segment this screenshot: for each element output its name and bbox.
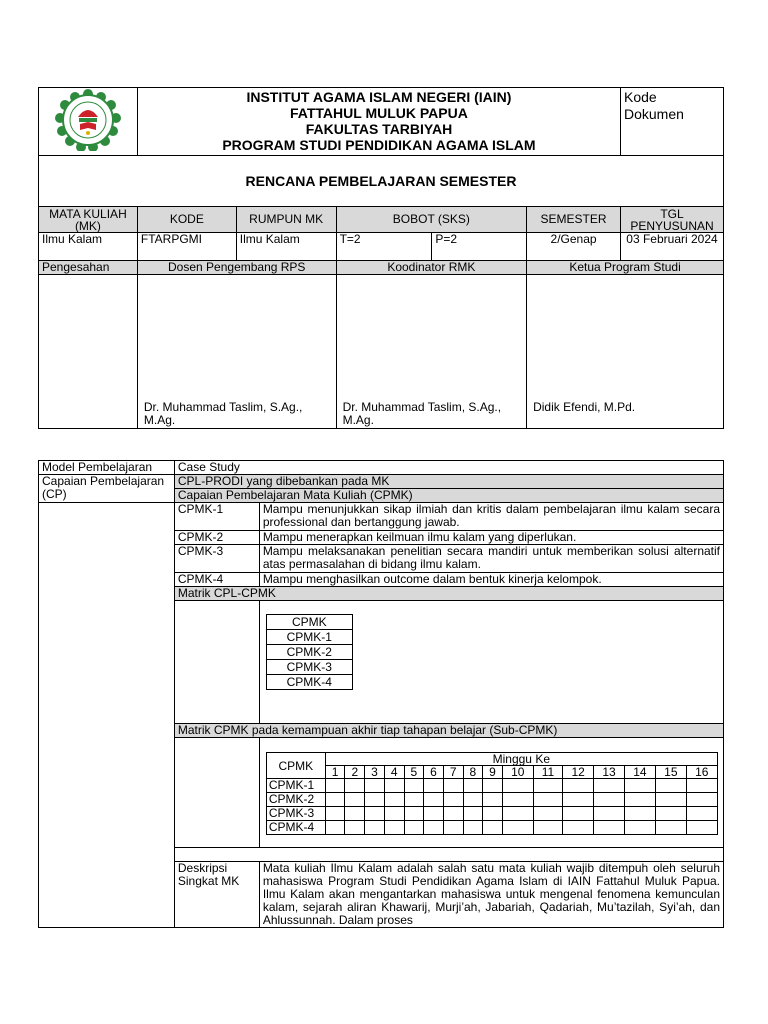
matrix-sub-cell <box>686 821 717 835</box>
matrix-sub-label: Matrik CPMK pada kemampuan akhir tiap tahapan belajar (Sub-CPMK) <box>174 724 723 738</box>
matrix-sub-cell <box>345 779 365 793</box>
coordinator-signature <box>336 275 527 429</box>
matrix-sub-cell <box>463 821 483 835</box>
matrix-sub-cell <box>686 807 717 821</box>
matrix-cpl-left <box>174 601 259 724</box>
matrix-sub-header: CPMK <box>266 753 325 779</box>
approval-empty <box>39 275 138 429</box>
week-number: 10 <box>502 766 533 779</box>
matrix-sub-cell <box>404 779 424 793</box>
model-label: Model Pembelajaran <box>39 461 175 475</box>
bottom-spacer <box>174 848 723 862</box>
developer-name: Dr. Muhammad Taslim, S.Ag., M.Ag. <box>143 400 303 427</box>
matrix-sub-cell <box>345 807 365 821</box>
course-date: 03 Februari 2024 <box>621 233 724 261</box>
institute-name: INSTITUT AGAMA ISLAM NEGERI (IAIN) <box>246 89 512 105</box>
matrix-sub-cell <box>404 807 424 821</box>
developer-label: Dosen Pengembang RPS <box>137 261 336 275</box>
matrix-sub-cell <box>384 807 404 821</box>
matrix-sub-cell <box>443 793 463 807</box>
matrix-sub-cell <box>463 779 483 793</box>
matrix-sub-row-label: CPMK-3 <box>266 807 325 821</box>
coordinator-name: Dr. Muhammad Taslim, S.Ag., M.Ag. <box>342 400 502 427</box>
matrix-sub-cell <box>424 807 444 821</box>
head-signature <box>527 275 724 429</box>
matrix-sub-cell <box>624 807 655 821</box>
cp-label: Capaian Pembelajaran (CP) <box>39 475 175 503</box>
header-tgl: TGL PENYUSUNAN <box>621 207 724 233</box>
course-p: P=2 <box>432 233 527 261</box>
week-number: 7 <box>443 766 463 779</box>
matrix-sub-cell <box>404 793 424 807</box>
cpmk-code: CPMK-1 <box>174 503 259 531</box>
cpmk-code: CPMK-2 <box>174 531 259 545</box>
week-number: 9 <box>483 766 503 779</box>
matrix-sub-cell <box>624 779 655 793</box>
week-number: 6 <box>424 766 444 779</box>
matrix-sub-cell <box>424 793 444 807</box>
doc-code-cell <box>621 88 724 156</box>
matrix-sub-cell <box>624 821 655 835</box>
matrix-sub-area <box>259 738 723 848</box>
matrix-cpl-row: CPMK-3 <box>266 660 352 675</box>
matrix-sub-cell <box>463 807 483 821</box>
matrix-sub-cell <box>686 793 717 807</box>
matrix-cpl-row: CPMK-4 <box>266 675 352 690</box>
learning-table <box>38 460 724 928</box>
matrix-sub-cell <box>463 793 483 807</box>
week-number: 4 <box>384 766 404 779</box>
week-number: 15 <box>655 766 686 779</box>
matrix-sub-cell <box>502 807 533 821</box>
matrix-sub-cell <box>404 821 424 835</box>
week-number: 12 <box>563 766 594 779</box>
matrix-sub-cell <box>483 807 503 821</box>
matrix-cpl-header: CPMK <box>266 615 352 630</box>
matrix-sub-cell <box>624 793 655 807</box>
matrix-sub-cell <box>686 779 717 793</box>
matrix-sub-cell <box>325 793 345 807</box>
university-seal-icon <box>52 89 124 151</box>
matrix-sub-cell <box>424 779 444 793</box>
head-label: Ketua Program Studi <box>527 261 724 275</box>
matrix-sub-cell <box>655 779 686 793</box>
matrix-sub-cell <box>365 807 385 821</box>
week-number: 5 <box>404 766 424 779</box>
coordinator-label: Koodinator RMK <box>336 261 527 275</box>
course-name: Ilmu Kalam <box>39 233 138 261</box>
matrix-sub-cell <box>365 793 385 807</box>
header-bobot: BOBOT (SKS) <box>336 207 527 233</box>
developer-signature <box>137 275 336 429</box>
matrix-sub-cell <box>563 793 594 807</box>
header-kode: KODE <box>137 207 236 233</box>
cpmk-code: CPMK-3 <box>174 545 259 573</box>
matrix-sub-cell <box>325 821 345 835</box>
matrix-sub-cell <box>502 779 533 793</box>
header-semester: SEMESTER <box>527 207 621 233</box>
head-name: Didik Efendi, M.Pd. <box>533 400 636 414</box>
matrix-sub-cell <box>594 793 625 807</box>
matrix-sub-cell <box>325 807 345 821</box>
matrix-sub-row-label: CPMK-4 <box>266 821 325 835</box>
matrix-sub-cell <box>443 807 463 821</box>
matrix-sub-cell <box>594 821 625 835</box>
matrix-sub-cell <box>502 793 533 807</box>
matrix-sub-cell <box>655 821 686 835</box>
minggu-label: Minggu Ke <box>325 753 717 766</box>
matrix-sub-cell <box>502 821 533 835</box>
matrix-sub-cell <box>345 793 365 807</box>
matrix-sub-cell <box>594 779 625 793</box>
matrix-sub-cell <box>384 793 404 807</box>
week-number: 8 <box>463 766 483 779</box>
cp-left-empty <box>39 503 175 928</box>
matrix-sub-cell <box>533 807 562 821</box>
course-code: FTARPGMI <box>137 233 236 261</box>
matrix-cpl-area <box>259 601 723 724</box>
approval-label: Pengesahan <box>39 261 138 275</box>
week-number: 3 <box>365 766 385 779</box>
matrix-sub-cell <box>533 821 562 835</box>
matrix-sub-row-label: CPMK-2 <box>266 793 325 807</box>
matrix-sub-cell <box>533 793 562 807</box>
desc-text: Mata kuliah Ilmu Kalam adalah salah satu mata kuliah wajib ditempuh oleh seluruh mahasiswa Program Studi Pendidikan Agama Islam di IAIN Fattahul Muluk Papua. Ilmu Kalam akan mengantarkan mahasiswa untuk mengenal fenomena kemunculan kalam, sejarah aliran Khawarij, Murji’ah, Jabariah, Qadariah, Mu’tazilah, Syi’ah, dan Ahlussunnah. Dalam proses <box>259 862 723 928</box>
header-mata-kuliah: MATA KULIAH (MK) <box>39 207 138 233</box>
matrix-cpl-row: CPMK-2 <box>266 645 352 660</box>
matrix-sub-cell <box>365 779 385 793</box>
cpmk-code: CPMK-4 <box>174 573 259 587</box>
matrix-sub-cell <box>483 779 503 793</box>
matrix-sub-cell <box>655 793 686 807</box>
matrix-sub-cell <box>483 821 503 835</box>
matrix-sub-cell <box>325 779 345 793</box>
week-number: 1 <box>325 766 345 779</box>
doc-title: RENCANA PEMBELAJARAN SEMESTER <box>39 156 724 207</box>
matrix-sub-cell <box>443 821 463 835</box>
logo-cell <box>39 88 138 156</box>
cpmk-text: Mampu menghasilkan outcome dalam bentuk kinerja kelompok. <box>259 573 723 587</box>
matrix-sub-cell <box>655 807 686 821</box>
matrix-cpl-row: CPMK-1 <box>266 630 352 645</box>
course-cluster: Ilmu Kalam <box>236 233 336 261</box>
desc-label: Deskripsi Singkat MK <box>174 862 259 928</box>
cpl-prodi: CPL-PRODI yang dibebankan pada MK <box>174 475 723 489</box>
matrix-sub-cell <box>563 807 594 821</box>
matrix-sub-cell <box>563 779 594 793</box>
rps-header-table <box>38 87 724 429</box>
matrix-sub-cell <box>345 821 365 835</box>
week-number: 14 <box>624 766 655 779</box>
matrix-sub-cell <box>563 821 594 835</box>
header-rumpun: RUMPUN MK <box>236 207 336 233</box>
matrix-sub-cell <box>424 821 444 835</box>
week-number: 11 <box>533 766 562 779</box>
matrix-sub-table <box>266 752 718 835</box>
matrix-sub-cell <box>384 821 404 835</box>
matrix-sub-cell <box>594 807 625 821</box>
matrix-sub-left <box>174 738 259 848</box>
faculty-name: FAKULTAS TARBIYAH <box>305 121 453 137</box>
cpmk-text: Mampu menerapkan keilmuan ilmu kalam yang diperlukan. <box>259 531 723 545</box>
matrix-sub-cell <box>365 821 385 835</box>
university-name: FATTAHUL MULUK PAPUA <box>290 105 468 121</box>
doc-code-label: Kode Dokumen <box>624 89 684 122</box>
institution-cell <box>137 88 620 156</box>
program-name: PROGRAM STUDI PENDIDIKAN AGAMA ISLAM <box>222 137 536 153</box>
matrix-sub-cell <box>533 779 562 793</box>
matrix-sub-cell <box>443 779 463 793</box>
week-number: 13 <box>594 766 625 779</box>
matrix-sub-cell <box>384 779 404 793</box>
model-value: Case Study <box>174 461 723 475</box>
matrix-cpl-table <box>266 614 353 690</box>
course-semester: 2/Genap <box>527 233 621 261</box>
cpmk-header: Capaian Pembelajaran Mata Kuliah (CPMK) <box>174 489 723 503</box>
course-t: T=2 <box>336 233 432 261</box>
matrix-sub-cell <box>483 793 503 807</box>
matrix-cpl-label: Matrik CPL-CPMK <box>174 587 723 601</box>
week-number: 16 <box>686 766 717 779</box>
week-number: 2 <box>345 766 365 779</box>
cpmk-text: Mampu menunjukkan sikap ilmiah dan kritis dalam pembelajaran ilmu kalam secara professional dan bertanggung jawab. <box>259 503 723 531</box>
matrix-sub-row-label: CPMK-1 <box>266 779 325 793</box>
cpmk-text: Mampu melaksanakan penelitian secara mandiri untuk memberikan solusi alternatif atas permasalahan di bidang ilmu kalam. <box>259 545 723 573</box>
